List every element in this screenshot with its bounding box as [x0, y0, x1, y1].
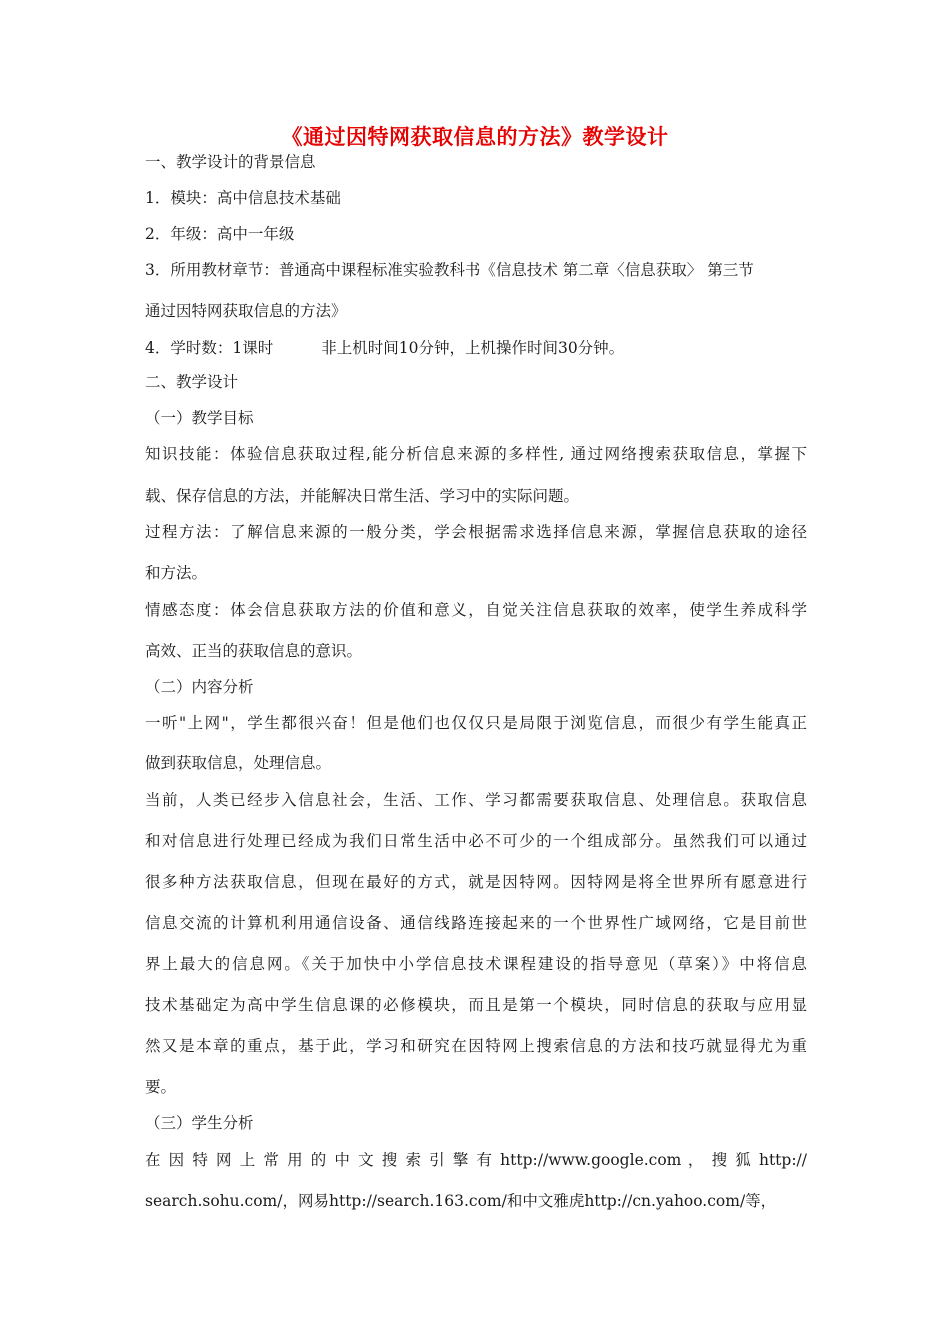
paragraph-line: 过程方法：了解信息来源的一般分类，学会根据需求选择信息来源，掌握信息获取的途径 [145, 523, 807, 541]
paragraph-line: 信息交流的计算机利用通信设备、通信线路连接起来的一个世界性广域网络，它是目前世 [145, 914, 807, 932]
paragraph-line: 界上最大的信息网。《关于加快中小学信息技术课程建设的指导意见（草案）》中将信息 [145, 955, 807, 973]
list-item: 2．年级：高中一年级 [145, 225, 295, 243]
list-item-continuation: 通过因特网获取信息的方法》 [145, 302, 347, 320]
paragraph-line: 当前，人类已经步入信息社会，生活、工作、学习都需要获取信息、处理信息。获取信息 [145, 791, 807, 809]
class-hours: 4．学时数：1课时 [145, 339, 274, 357]
subsection-heading: （一）教学目标 [145, 409, 254, 427]
paragraph-line: 很多种方法获取信息，但现在最好的方式，就是因特网。因特网是将全世界所有愿意进行 [145, 873, 807, 891]
paragraph-line: search.sohu.com/，网易http://search.163.com/和中文雅虎http://cn.yahoo.com/等， [145, 1192, 777, 1210]
paragraph-line: 然又是本章的重点，基于此，学习和研究在因特网上搜索信息的方法和技巧就显得尤为重 [145, 1037, 807, 1055]
paragraph-line: 知识技能：体验信息获取过程,能分析信息来源的多样性, 通过网络搜索获取信息，掌握下 [145, 445, 807, 463]
list-item [145, 337, 807, 359]
paragraph-line: 技术基础定为高中学生信息课的必修模块，而且是第一个模块，同时信息的获取与应用显 [145, 996, 807, 1014]
paragraph-line: 做到获取信息，处理信息。 [145, 754, 332, 772]
paragraph-line: 情感态度：体会信息获取方法的价值和意义，自觉关注信息获取的效率，使学生养成科学 [145, 601, 807, 619]
paragraph-line: 高效、正当的获取信息的意识。 [145, 642, 363, 660]
subsection-heading: （二）内容分析 [145, 678, 254, 696]
list-item: 1．模块：高中信息技术基础 [145, 189, 341, 207]
paragraph-line: 和对信息进行处理已经成为我们日常生活中必不可少的一个组成部分。虽然我们可以通过 [145, 832, 807, 850]
time-allocation: 非上机时间10分钟，上机操作时间30分钟。 [321, 339, 625, 357]
list-item: 3．所用教材章节：普通高中课程标准实验教科书《信息技术 第二章〈信息获取〉 第三节 [145, 261, 754, 279]
paragraph-line: 载、保存信息的方法，并能解决日常生活、学习中的实际问题。 [145, 487, 580, 505]
document-title: 《通过因特网获取信息的方法》教学设计 [281, 124, 669, 149]
section-heading: 一、教学设计的背景信息 [145, 153, 316, 171]
paragraph-line: 一听"上网"，学生都很兴奋！但是他们也仅仅只是局限于浏览信息，而很少有学生能真正 [145, 714, 807, 732]
paragraph-line: 在 因 特 网 上 常 用 的 中 文 搜 索 引 擎 有 http://www.google.com ， 搜 狐 http:// [145, 1151, 807, 1169]
paragraph-line: 要。 [145, 1078, 177, 1096]
paragraph-line: 和方法。 [145, 564, 208, 582]
subsection-heading: （三）学生分析 [145, 1114, 254, 1132]
section-heading: 二、教学设计 [145, 373, 239, 391]
